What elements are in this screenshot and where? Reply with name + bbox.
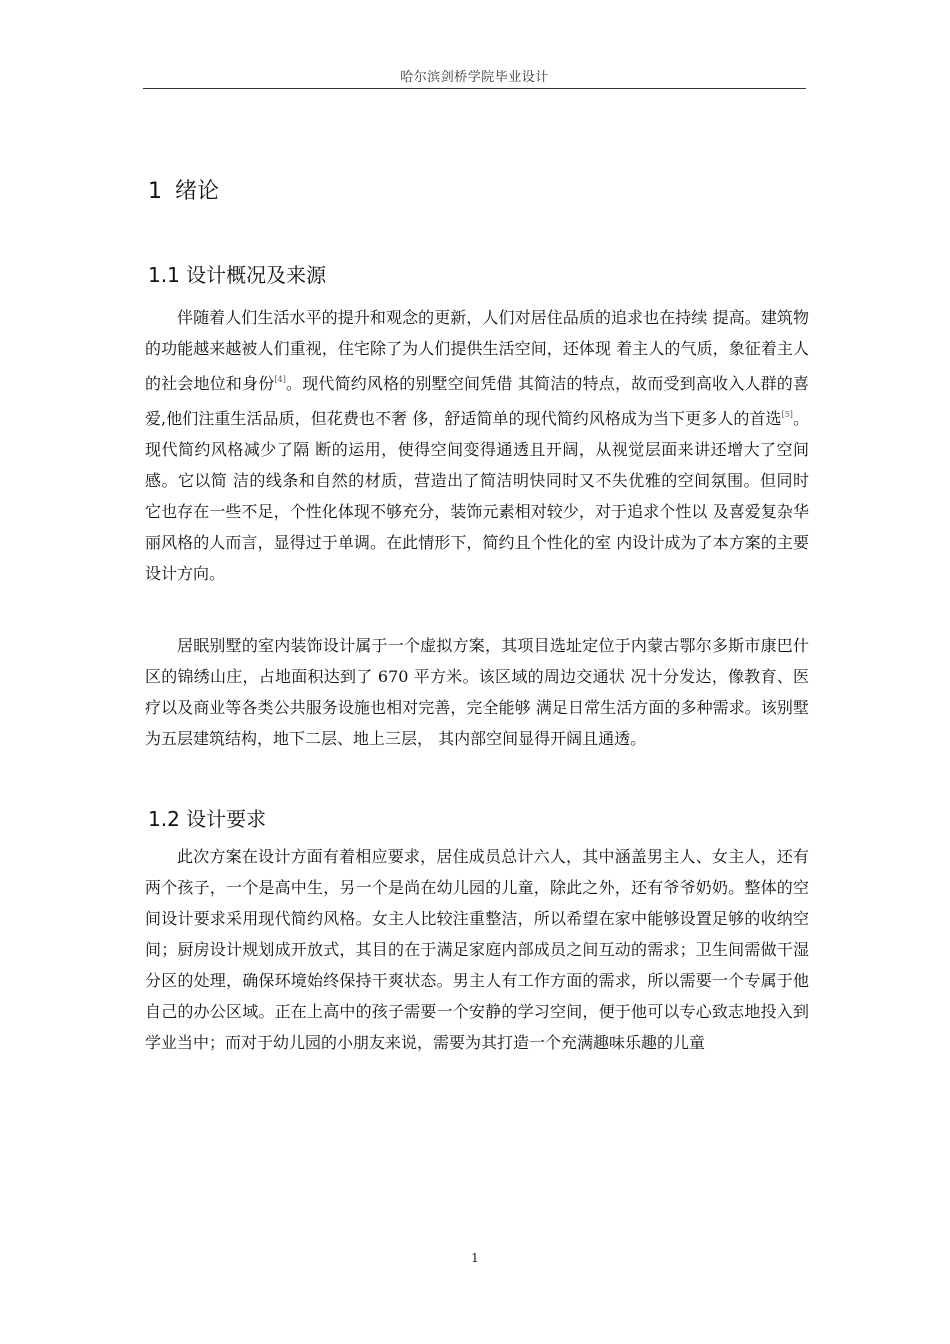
chapter-title: 1 绪论	[148, 179, 219, 204]
citation-4: [4]	[274, 375, 286, 384]
page-header: 哈尔滨剑桥学院毕业设计	[400, 70, 549, 85]
section-title-1-2: 1.2 设计要求	[148, 807, 267, 831]
section-1-1-paragraph-2: 居眠别墅的室内装饰设计属于一个虚拟方案，其项目选址定位于内蒙古鄂尔多斯市康巴什区的锦绣山庄，占地面积达到了 670 平方米。该区域的周边交通状 况十分发达，像教育、医疗以及商业等各类公共服务设施也相对完善，完全能够 满足日常生活方面的多种需求。该别墅为五层建筑结构，地下二层、地上三层， 其内部空间显得开阔且通透。	[145, 636, 809, 748]
citation-5: [5]	[781, 410, 793, 419]
paragraph-text-part-b: 。现代简约风格的别墅空间凭借 其简洁的特点，故而受到高收入人群的喜爱,他们注重生活品质，但花费也不奢 侈，舒适简单的现代简约风格成为当下更多人的首选	[145, 374, 809, 428]
section-1-1-paragraph-1	[145, 302, 809, 589]
section-1-2-paragraph-1: 此次方案在设计方面有着相应要求，居住成员总计六人，其中涵盖男主人、女主人，还有两个孩子，一个是高中生，另一个是尚在幼儿园的儿童，除此之外，还有爷爷奶奶。整体的空间设计要求采用现代简约风格。女主人比较注重整洁，所以希望在家中能够设置足够的收纳空间；厨房设计规划成开放式，其目的在于满足家庭内部成员之间互动的需求；卫生间需做干湿分区的处理，确保环境始终保持干爽状态。男主人有工作方面的需求，所以需要一个专属于他自己的办公区域。正在上高中的孩子需要一个安静的学习空间，便于他可以专心致志地投入到学业当中；而对于幼儿园的小朋友来说，需要为其打造一个充满趣味乐趣的儿童	[145, 847, 809, 1052]
section-title-1-1: 1.1 设计概况及来源	[148, 263, 327, 287]
header-divider	[143, 88, 806, 89]
page-number: 1	[471, 1251, 479, 1265]
paragraph-text-part-a: 伴随着人们生活水平的提升和观念的更新，人们对居住品质的追求也在持续 提高。建筑物的功能越来越被人们重视，住宅除了为人们提供生活空间，还体现 着主人的气质，象征着主人的社会地位和身份	[145, 308, 809, 393]
paragraph-text-part-c: 。现代简约风格减少了隔 断的运用，使得空间变得通透且开阔，从视觉层面来讲还增大了空间感。它以简 洁的线条和自然的材质，营造出了简洁明快同时又不失优雅的空间氛围。但同时 它也存在一些不足，个性化体现不够充分，装饰元素相对较少，对于追求个性以 及喜爱复杂华丽风格的人而言，显得过于单调。在此情形下，简约且个性化的室 内设计成为了本方案的主要设计方向。	[145, 409, 809, 583]
